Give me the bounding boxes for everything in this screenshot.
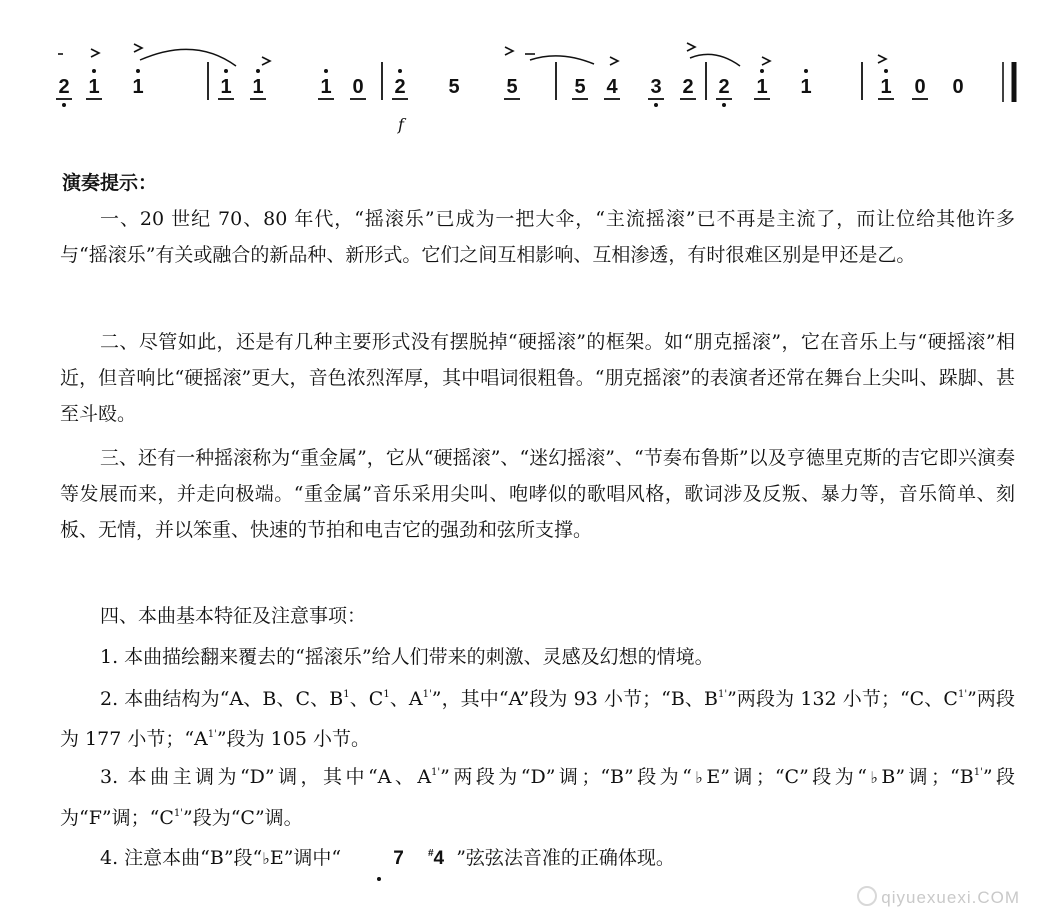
- accent-mark: [134, 44, 142, 52]
- paragraph-2: [60, 324, 1015, 432]
- high-octave-dot: [398, 69, 402, 73]
- item-2-seg: 2. 本曲结构为“A、B、C、B: [100, 688, 344, 710]
- slur-arc: [690, 54, 740, 66]
- jianpu-note: 1: [800, 76, 812, 98]
- paragraph-2-text: 二、尽管如此，还是有几种主要形式没有摆脱掉“硬摇滚”的框架。如“朋克摇滚”，它在音乐上与“硬摇滚”相近，但音响比“硬摇滚”更大，音色浓烈浑厚，其中唱词很粗鲁。“朋克摇滚”的表演者还常在舞台上尖叫、跺脚、甚至斗殴。: [60, 331, 1015, 425]
- flat-sign: ♭: [866, 768, 882, 787]
- superscript: 1': [957, 689, 968, 700]
- item-3-seg: ”两段为“D”调；“B”段为“: [440, 766, 692, 788]
- high-octave-dot: [804, 69, 808, 73]
- high-octave-dot: [324, 69, 328, 73]
- sharp-sign: #: [427, 848, 434, 859]
- item-3-seg: 3. 本曲主调为“D”调，其中“A、A: [100, 766, 432, 788]
- item-2-seg: ”段为 105 小节。: [216, 728, 370, 750]
- accent-mark: [262, 57, 270, 65]
- flat-sign: ♭: [262, 849, 270, 868]
- site-watermark: [857, 886, 1020, 908]
- jianpu-note: 0: [952, 76, 964, 98]
- item-4-seg: ”弦弦法音准的正确体现。: [456, 847, 675, 869]
- tie-arc: [140, 49, 236, 66]
- jianpu-note: 4: [606, 76, 618, 98]
- high-octave-dot: [224, 69, 228, 73]
- item-2-text: [60, 677, 1015, 757]
- item-2-seg: 、A: [389, 688, 423, 710]
- watermark-text: qiyuexuexi.COM: [881, 888, 1020, 907]
- accent-mark: [878, 55, 886, 63]
- item-2: [60, 677, 1015, 757]
- item-2-seg: ”两段为 177 小节；“A: [60, 688, 1015, 750]
- jianpu-note: 5: [448, 76, 460, 98]
- superscript: 1': [207, 729, 217, 740]
- superscript: 1: [343, 689, 350, 700]
- superscript: 1': [973, 767, 983, 778]
- watermark-logo-icon: [857, 886, 877, 906]
- jianpu-note: 2: [58, 76, 70, 98]
- jianpu-note: 1: [220, 76, 232, 98]
- item-4: [60, 836, 1015, 877]
- low-octave-dot: [722, 103, 726, 107]
- jianpu-note: 1: [756, 76, 768, 98]
- dynamic-mark: f: [398, 115, 404, 134]
- jianpu-score-line: [0, 0, 1060, 150]
- item-2-seg: ”，其中“A”段为 93 小节；“B、B: [431, 688, 718, 710]
- item-4-seg: E”调中“: [269, 847, 342, 869]
- accent-mark: [91, 49, 99, 57]
- high-octave-dot: [884, 69, 888, 73]
- item-3-seg: E”调；“C”段为“: [706, 766, 867, 788]
- superscript: 1': [173, 808, 183, 819]
- flat-sign: ♭: [691, 768, 707, 787]
- accent-mark: [610, 57, 618, 65]
- accent-mark: [762, 57, 770, 65]
- paragraph-4-text: 四、本曲基本特征及注意事项：: [100, 605, 367, 627]
- jianpu-note: 1: [880, 76, 892, 98]
- item-2-seg: 、C: [349, 688, 384, 710]
- jianpu-note: 1: [88, 76, 100, 98]
- low-octave-dot: [654, 103, 658, 107]
- paragraph-1-text: 一、20 世纪 70、80 年代，“摇滚乐”已成为一把大伞，“主流摇滚”已不再是主流了，而让位给其他许多与“摇滚乐”有关或融合的新品种、新形式。它们之间互相影响、互相渗透，有时很难区别是甲还是乙。: [60, 208, 1015, 266]
- performance-tips-heading: 演奏提示：: [62, 172, 158, 194]
- jianpu-note: 0: [914, 76, 926, 98]
- superscript: 1: [383, 689, 390, 700]
- low-octave-dot: [62, 103, 66, 107]
- articulation-marks: [58, 43, 886, 65]
- jianpu-note: 2: [718, 76, 730, 98]
- slur-marks: [140, 49, 740, 66]
- accent-mark: [505, 47, 513, 55]
- notes-layer: [56, 69, 964, 107]
- paragraph-3: [60, 440, 1015, 548]
- item-1-text: 1. 本曲描绘翻来覆去的“摇滚乐”给人们带来的刺激、灵感及幻想的情境。: [100, 646, 714, 668]
- jianpu-note: 3: [650, 76, 662, 98]
- jianpu-note: 2: [682, 76, 694, 98]
- item-4-seg: 4. 注意本曲“B”段“: [100, 847, 263, 869]
- item-3-seg: ”段为“F”调；“C: [60, 766, 1016, 829]
- paragraph-4: [60, 598, 1015, 634]
- item-3-seg: B”调；“B: [881, 766, 974, 788]
- jianpu-note-4: 4: [433, 848, 445, 869]
- superscript: 1': [431, 767, 441, 778]
- score-svg: [0, 0, 1060, 150]
- superscript: 1': [422, 689, 432, 700]
- jianpu-note-low-7: 7: [353, 841, 404, 877]
- superscript: 1': [718, 689, 728, 700]
- high-octave-dot: [256, 69, 260, 73]
- high-octave-dot: [92, 69, 96, 73]
- slur-arc: [530, 56, 594, 64]
- jianpu-note: 1: [252, 76, 264, 98]
- jianpu-note: 2: [394, 76, 406, 98]
- high-octave-dot: [760, 69, 764, 73]
- item-2-seg: ”两段为 132 小节；“C、C: [727, 688, 958, 710]
- accent-mark: [687, 43, 695, 51]
- high-octave-dot: [136, 69, 140, 73]
- jianpu-note: 1: [132, 76, 144, 98]
- paragraph-1: [60, 201, 1015, 273]
- item-4-text: [60, 836, 1015, 877]
- item-1: [60, 639, 1015, 675]
- jianpu-note: 5: [574, 76, 586, 98]
- item-3-seg: ”段为“C”调。: [183, 807, 303, 829]
- jianpu-note: 0: [352, 76, 364, 98]
- jianpu-note: 1: [320, 76, 332, 98]
- item-3: [60, 755, 1015, 836]
- item-3-text: [60, 755, 1015, 836]
- jianpu-note: 5: [506, 76, 518, 98]
- paragraph-3-text: 三、还有一种摇滚称为“重金属”，它从“硬摇滚”、“迷幻摇滚”、“节奏布鲁斯”以及亨德里克斯的吉它即兴演奏等发展而来，并走向极端。“重金属”音乐采用尖叫、咆哮似的歌唱风格，歌词涉及反叛、暴力等，音乐简单、刻板、无情，并以笨重、快速的节拍和电吉它的强劲和弦所支撑。: [60, 447, 1015, 541]
